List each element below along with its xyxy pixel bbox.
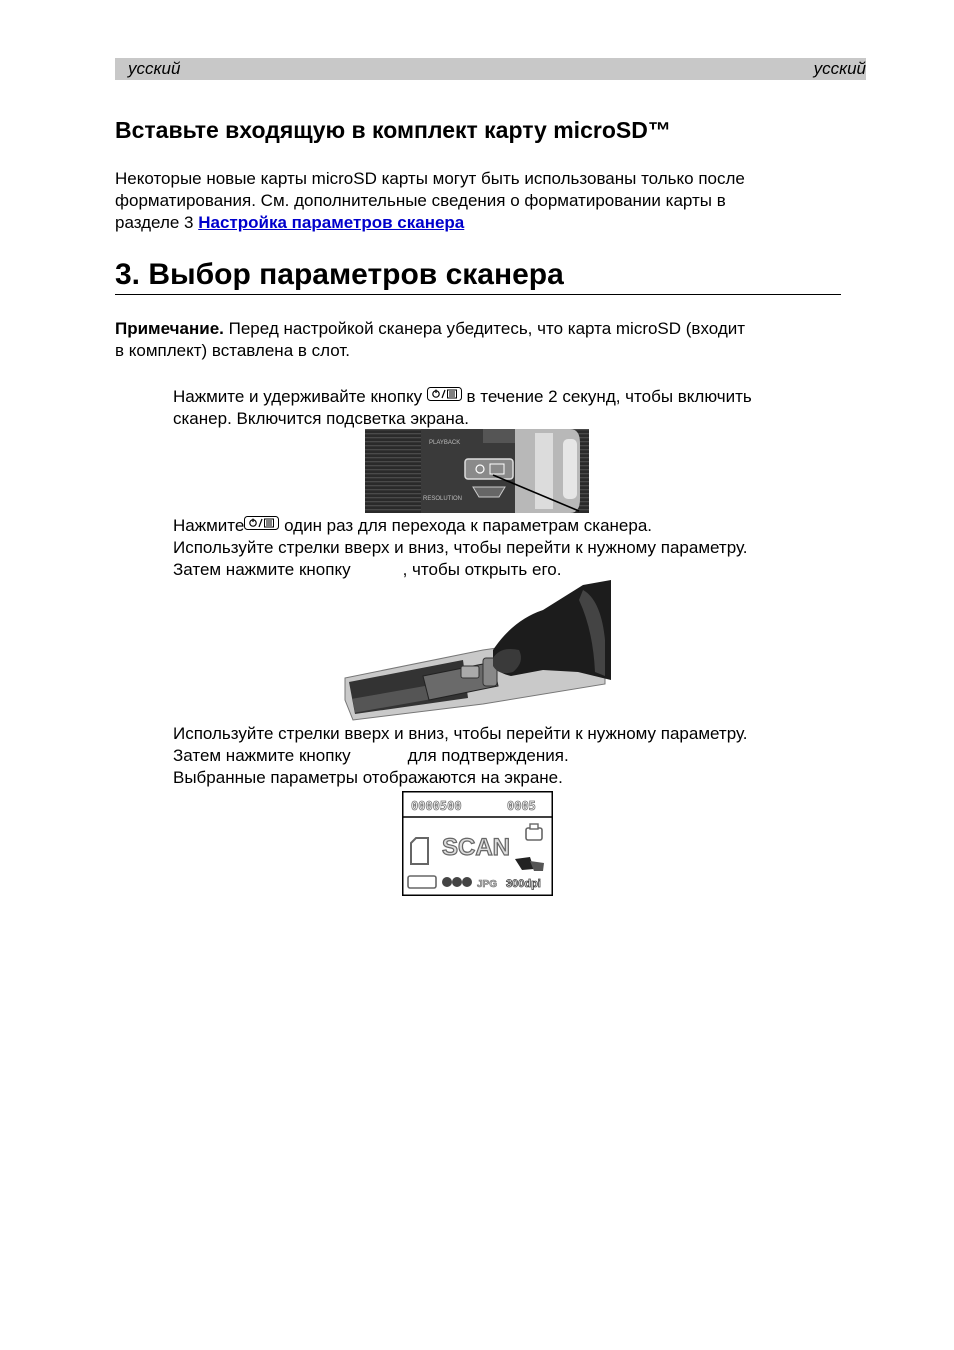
scanner-hand-photo: [343, 580, 612, 722]
lcd-screen-image: [402, 791, 553, 896]
note-paragraph: Примечание. Перед настройкой сканера убедитесь, что карта microSD (входит в комплект) вставлена в слот.: [115, 319, 746, 360]
step-2-text: Нажмите один раз для перехода к параметрам сканера. Используйте стрелки вверх и вниз, чтобы перейти к нужному параметру. Затем нажмите кнопку , чтобы открыть его.: [173, 516, 748, 579]
section-3-heading: 3. Выбор параметров сканера: [115, 258, 564, 291]
scan-mode-label: SCAN: [442, 834, 511, 861]
microsd-line-1: Некоторые новые карты microSD карты могут быть использованы только после: [115, 169, 745, 188]
microsd-line-2: форматирования. См. дополнительные сведения о форматировании карты в: [115, 191, 726, 210]
quality-dots-icon: [442, 877, 472, 887]
format-label: JPG: [477, 879, 498, 890]
header-left: усский: [128, 59, 181, 78]
lcd-screen: [402, 791, 553, 896]
counter-readout: 0000500: [411, 799, 462, 813]
header-bar: [115, 58, 866, 80]
settings-link[interactable]: Настройка параметров сканера: [198, 213, 465, 232]
battery-icon: [408, 876, 436, 888]
count-small-readout: 0005: [507, 799, 536, 813]
scanner-buttons-photo: [365, 429, 589, 513]
microsd-paragraph: [115, 168, 745, 234]
dpi-label: 300dpi: [506, 878, 541, 890]
step-1-text: Нажмите и удерживайте кнопку в течение 2 секунд, чтобы включить сканер. Включится подсветка экрана.: [173, 387, 752, 428]
note-label: Примечание.: [115, 319, 224, 338]
playback-label: PLAYBACK: [429, 440, 461, 446]
resolution-label: RESOLUTION: [423, 496, 463, 502]
heading-rule: [115, 294, 841, 295]
power-menu-button-icon: [427, 387, 462, 401]
microsd-line-3: разделе 3 Настройка параметров сканера: [115, 213, 465, 232]
header-right: усский: [813, 59, 866, 78]
scanner-buttons-image: [365, 429, 589, 513]
step-3-text: Используйте стрелки вверх и вниз, чтобы перейти к нужному параметру. Затем нажмите кнопку для подтверждения. Выбранные параметры отображаются на экране.: [173, 724, 748, 787]
power-menu-button-icon: [244, 516, 279, 530]
sd-card-icon: [411, 838, 428, 864]
microsd-heading: Вставьте входящую в комплект карту microSD™: [115, 117, 671, 143]
scanner-hand-image: [343, 580, 612, 722]
